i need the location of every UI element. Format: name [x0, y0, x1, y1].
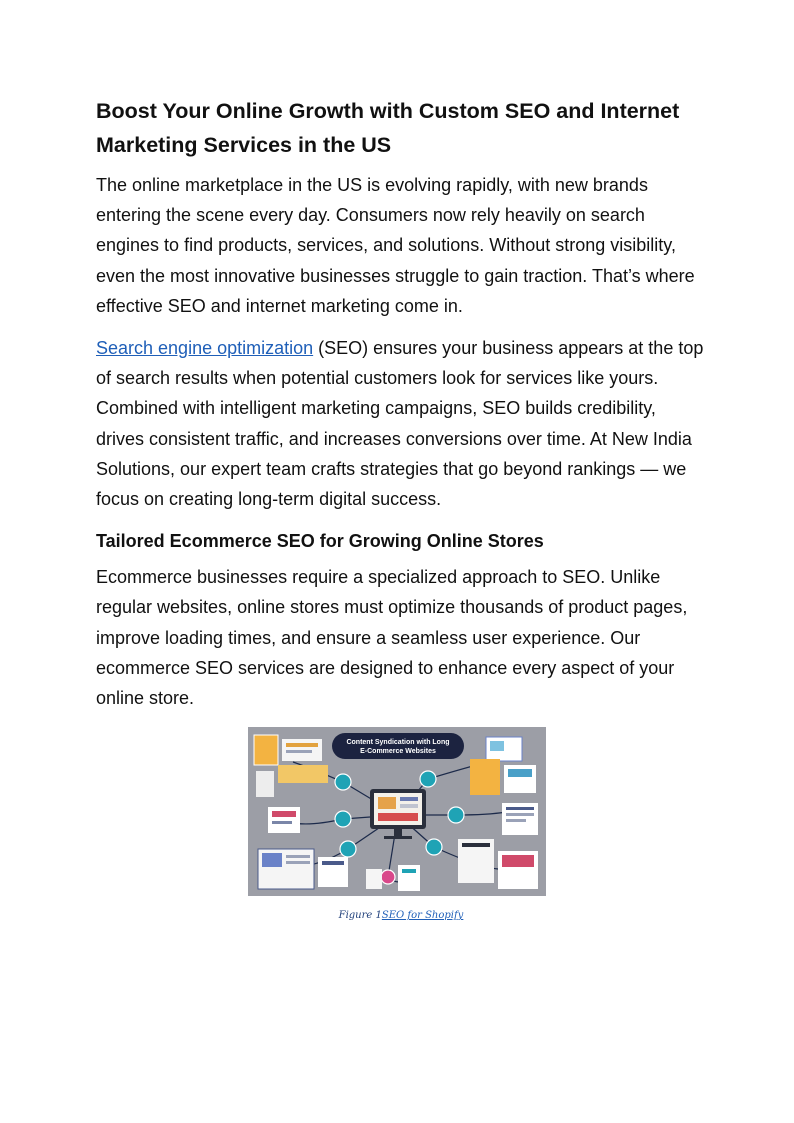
section-heading: Tailored Ecommerce SEO for Growing Online Stores — [96, 531, 544, 552]
ecommerce-paragraph: Ecommerce businesses require a specialized approach to SEO. Unlike regular websites, online stores must optimize thousands of product pages, improve loading times, and ensure a seamless user experience. Our ecommerce SEO services are designed to enhance every aspect of your online store. — [96, 567, 688, 709]
seo-link[interactable]: Search engine optimization — [96, 338, 314, 359]
figure-title-line1: Content Syndication with Long — [346, 739, 450, 747]
intro-paragraph: The online marketplace in the US is evolving rapidly, with new brands entering the scene every day. Consumers now rely heavily on search engines to find products, services, and solutions. Without strong visibility, even the most innovative businesses struggle to gain traction. That’s where effective SEO and internet marketing come in. — [96, 175, 695, 316]
caption-link[interactable]: SEO for Shopify — [381, 910, 464, 922]
seo-paragraph-text: (SEO) ensures your business appears at the top of search results when potential customers look for services like yours. Combined with intelligent marketing campaigns, SEO builds credibility, drives consistent traffic, and increases conversions over time. At New India Solutions, our expert team crafts strategies that go beyond rankings — we focus on creating long-term digital success. — [96, 338, 704, 510]
page-title: Boost Your Online Growth with Custom SEO and Internet Marketing Services in the US — [96, 99, 680, 157]
document-page — [96, 94, 706, 921]
infographic-figure — [248, 727, 546, 896]
infographic-image — [248, 727, 546, 896]
seo-paragraph — [96, 333, 706, 514]
title-banner — [332, 733, 464, 759]
figure-caption — [96, 910, 706, 921]
caption-prefix: Figure 1 — [338, 910, 382, 922]
figure-title-line2: E-Commerce Websites — [360, 748, 436, 756]
